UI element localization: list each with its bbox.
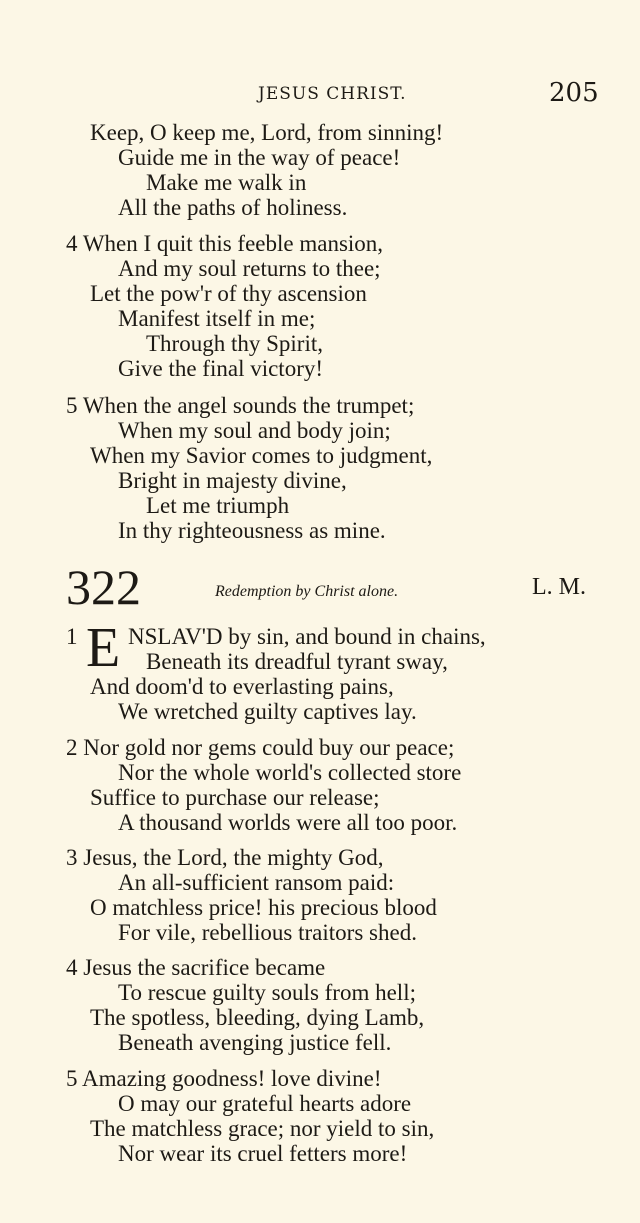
verse-line: The matchless grace; nor yield to sin, bbox=[90, 1116, 435, 1141]
verse-line: 5 When the angel sounds the trumpet; bbox=[66, 393, 415, 418]
verse-line: Keep, O keep me, Lord, from sinning! bbox=[90, 120, 444, 145]
verse-line: A thousand worlds were all too poor. bbox=[118, 810, 458, 835]
hymn-number: 322 bbox=[66, 559, 141, 615]
verse-line: Through thy Spirit, bbox=[146, 331, 323, 356]
verse-line: Nor the whole world's collected store bbox=[118, 760, 462, 785]
verse-line: Let me triumph bbox=[146, 493, 290, 518]
verse-line: Make me walk in bbox=[146, 170, 307, 195]
verse-line: Beneath avenging justice fell. bbox=[118, 1030, 392, 1055]
verse-line: We wretched guilty captives lay. bbox=[118, 699, 417, 724]
verse-line: 4 When I quit this feeble mansion, bbox=[66, 231, 384, 256]
verse-line: O may our grateful hearts adore bbox=[118, 1091, 412, 1116]
verse-line: And my soul returns to thee; bbox=[118, 256, 381, 281]
running-title: JESUS CHRIST. bbox=[258, 84, 407, 104]
verse-line: When my Savior comes to judgment, bbox=[90, 443, 433, 468]
drop-cap: E bbox=[86, 617, 121, 679]
verse-line: And doom'd to everlasting pains, bbox=[90, 674, 394, 699]
verse-line: An all-sufficient ransom paid: bbox=[118, 870, 395, 895]
verse-line: Bright in majesty divine, bbox=[118, 468, 347, 493]
verse-line: The spotless, bleeding, dying Lamb, bbox=[90, 1005, 425, 1030]
verse-line: O matchless price! his precious blood bbox=[90, 895, 437, 920]
verse-line: 2 Nor gold nor gems could buy our peace; bbox=[66, 735, 455, 760]
verse-line: Let the pow'r of thy ascension bbox=[90, 281, 367, 306]
verse-line: All the paths of holiness. bbox=[118, 195, 348, 220]
page-header bbox=[0, 78, 640, 112]
hymn-header bbox=[0, 560, 640, 616]
verse-line: Suffice to purchase our release; bbox=[90, 785, 380, 810]
verse-line: To rescue guilty souls from hell; bbox=[118, 980, 416, 1005]
verse-line: Manifest itself in me; bbox=[118, 306, 316, 331]
hymn-title: Redemption by Christ alone. bbox=[215, 583, 399, 600]
verse-line: Guide me in the way of peace! bbox=[118, 145, 401, 170]
verse-line: Nor wear its cruel fetters more! bbox=[118, 1141, 408, 1166]
verse-line: For vile, rebellious traitors shed. bbox=[118, 920, 417, 945]
verse-line: Give the final victory! bbox=[118, 356, 324, 381]
verse-line: When my soul and body join; bbox=[118, 418, 391, 443]
verse-line: 4 Jesus the sacrifice became bbox=[66, 955, 326, 980]
stanza-number: 1 bbox=[66, 624, 78, 649]
verse-line: 5 Amazing goodness! love divine! bbox=[66, 1066, 382, 1091]
verse-line: 3 Jesus, the Lord, the mighty God, bbox=[66, 845, 384, 870]
hymn-meter: L. M. bbox=[532, 574, 586, 600]
page-number: 205 bbox=[549, 78, 599, 108]
verse-line: In thy righteousness as mine. bbox=[118, 518, 386, 543]
verse-line: NSLAV'D by sin, and bound in chains, bbox=[128, 624, 486, 649]
verse-line: Beneath its dreadful tyrant sway, bbox=[146, 649, 448, 674]
